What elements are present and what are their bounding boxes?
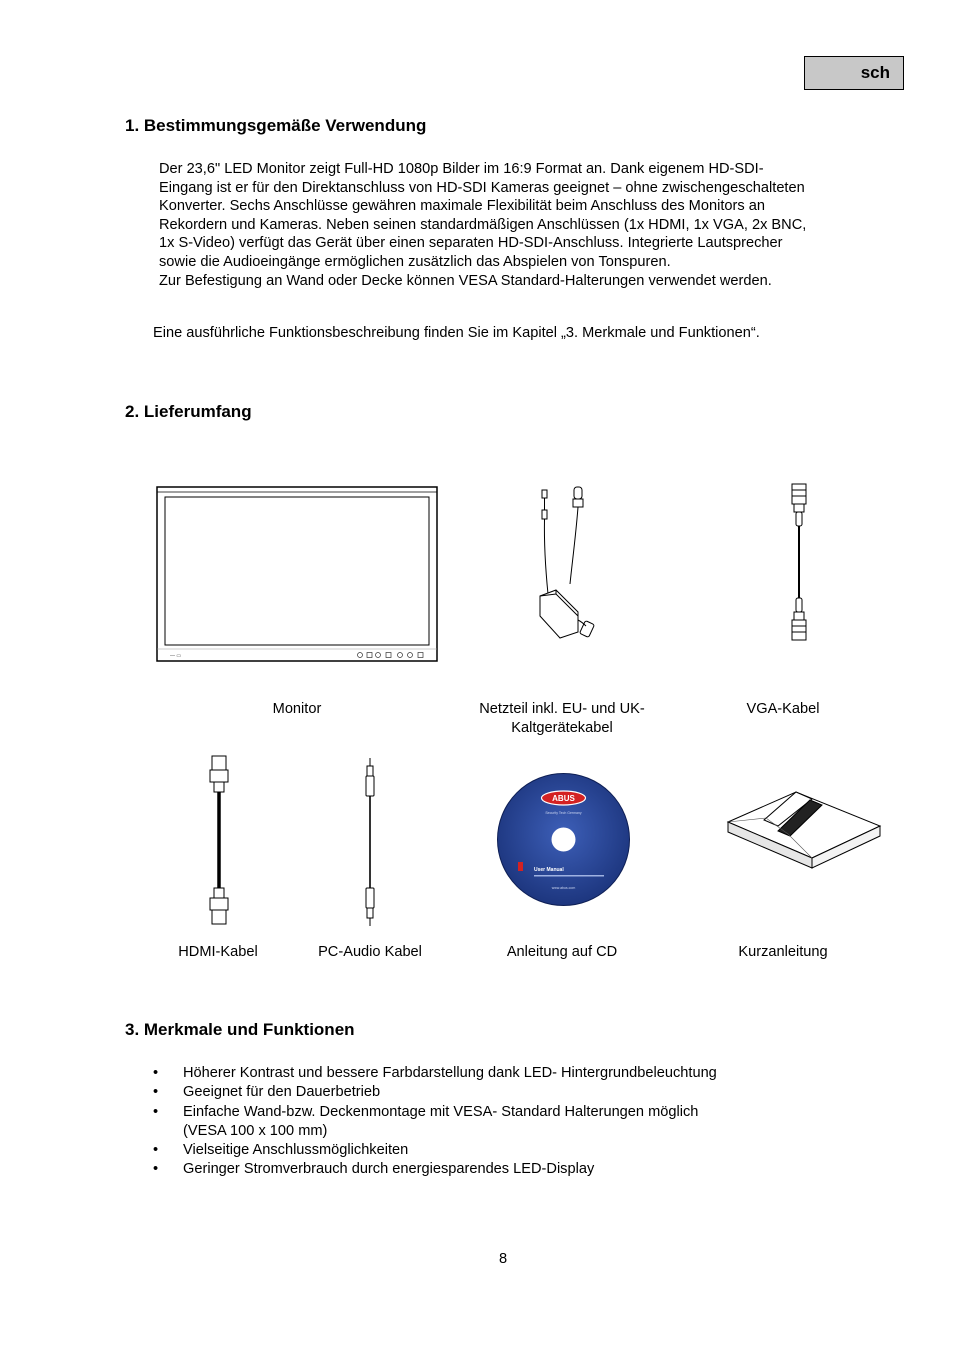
feature-text: Höherer Kontrast und bessere Farbdarstellung dank LED- Hintergrundbeleuchtung xyxy=(183,1065,717,1081)
caption-power-supply xyxy=(442,700,682,738)
chapter-reference: Eine ausführliche Funktionsbeschreibung finden Sie im Kapitel „3. Merkmale und Funktionen“. xyxy=(153,325,760,341)
bullet-marker: • xyxy=(153,1084,159,1101)
intro-line: Zur Befestigung an Wand oder Decke können VESA Standard-Halterungen verwendet werden. xyxy=(159,272,772,289)
intended-use-paragraph xyxy=(159,160,889,290)
hdmi-cable-illustration xyxy=(207,754,231,926)
list-item xyxy=(150,1064,850,1083)
caption-monitor: Monitor xyxy=(272,701,322,717)
cd-brand: ABUS xyxy=(552,794,575,803)
caption-cd: Anleitung auf CD xyxy=(506,944,618,960)
power-supply-illustration xyxy=(526,484,596,644)
caption-audio-cable: PC-Audio Kabel xyxy=(318,944,422,960)
list-item xyxy=(150,1141,850,1160)
section-1-heading: 1. Bestimmungsgemäße Verwendung xyxy=(125,116,427,135)
vga-cable-illustration xyxy=(788,482,810,644)
list-item-continuation xyxy=(150,1122,850,1141)
caption-vga-cable: VGA-Kabel xyxy=(746,701,820,717)
list-item xyxy=(150,1160,850,1179)
intro-line: Der 23,6" LED Monitor zeigt Full-HD 1080p Bilder im 16:9 Format an. Dank eigenem HD-SDI- xyxy=(159,161,764,177)
caption-quick-guide: Kurzanleitung xyxy=(738,944,828,960)
bullet-marker: • xyxy=(153,1065,159,1081)
section-2-heading: 2. Lieferumfang xyxy=(125,402,252,421)
intro-line: sowie die Audioeingänge ermöglichen zusätzlich das Abspielen von Tonspuren. xyxy=(159,253,671,270)
intro-line: Konverter. Sechs Anschlüsse gewähren maximale Flexibilität beim Anschluss des Monitors an xyxy=(159,198,765,215)
cd-illustration xyxy=(496,772,631,907)
intro-line: Rekordern und Kameras. Neben seinen standardmäßigen Anschlüssen (1x HDMI, 1x VGA, 2x BNC, xyxy=(159,216,807,233)
page-number: 8 xyxy=(498,1251,508,1267)
bullet-marker: • xyxy=(153,1142,159,1159)
feature-text: Einfache Wand-bzw. Deckenmontage mit VESA- Standard Halterungen möglich xyxy=(183,1103,699,1120)
caption-psu-line1: Netzteil inkl. EU- und UK- xyxy=(479,701,645,717)
feature-text: Geeignet für den Dauerbetrieb xyxy=(183,1084,381,1101)
list-item xyxy=(150,1083,850,1102)
monitor-illustration xyxy=(156,486,438,662)
feature-list xyxy=(150,1064,850,1180)
cd-title: User Manual xyxy=(534,867,564,873)
cd-url: www.abus.com xyxy=(551,886,576,890)
quick-guide-illustration xyxy=(726,790,882,870)
language-tab-label: sch xyxy=(860,63,890,82)
intro-line: 1x S-Video) verfügt das Gerät über einen separaten HD-SDI-Anschluss. Integrierte Lautsprecher xyxy=(159,235,783,252)
cd-tagline: Security Tech Germany xyxy=(545,811,582,815)
language-tab xyxy=(804,56,904,90)
feature-text: (VESA 100 x 100 mm) xyxy=(183,1122,328,1139)
caption-hdmi-cable: HDMI-Kabel xyxy=(178,944,258,960)
section-3-heading: 3. Merkmale und Funktionen xyxy=(125,1020,355,1039)
audio-cable-illustration xyxy=(362,756,378,928)
svg-text:— ▭: — ▭ xyxy=(170,653,182,659)
caption-psu-line2: Kaltgerätekabel xyxy=(511,720,613,736)
intro-line: Eingang ist er für den Direktanschluss von HD-SDI Kameras geeignet – ohne zwischengeschalteten xyxy=(159,179,805,196)
feature-text: Geringer Stromverbrauch durch energiesparendes LED-Display xyxy=(183,1161,595,1178)
list-item xyxy=(150,1103,850,1122)
feature-text: Vielseitige Anschlussmöglichkeiten xyxy=(183,1142,409,1159)
bullet-marker: • xyxy=(153,1103,159,1120)
bullet-marker: • xyxy=(153,1161,159,1178)
